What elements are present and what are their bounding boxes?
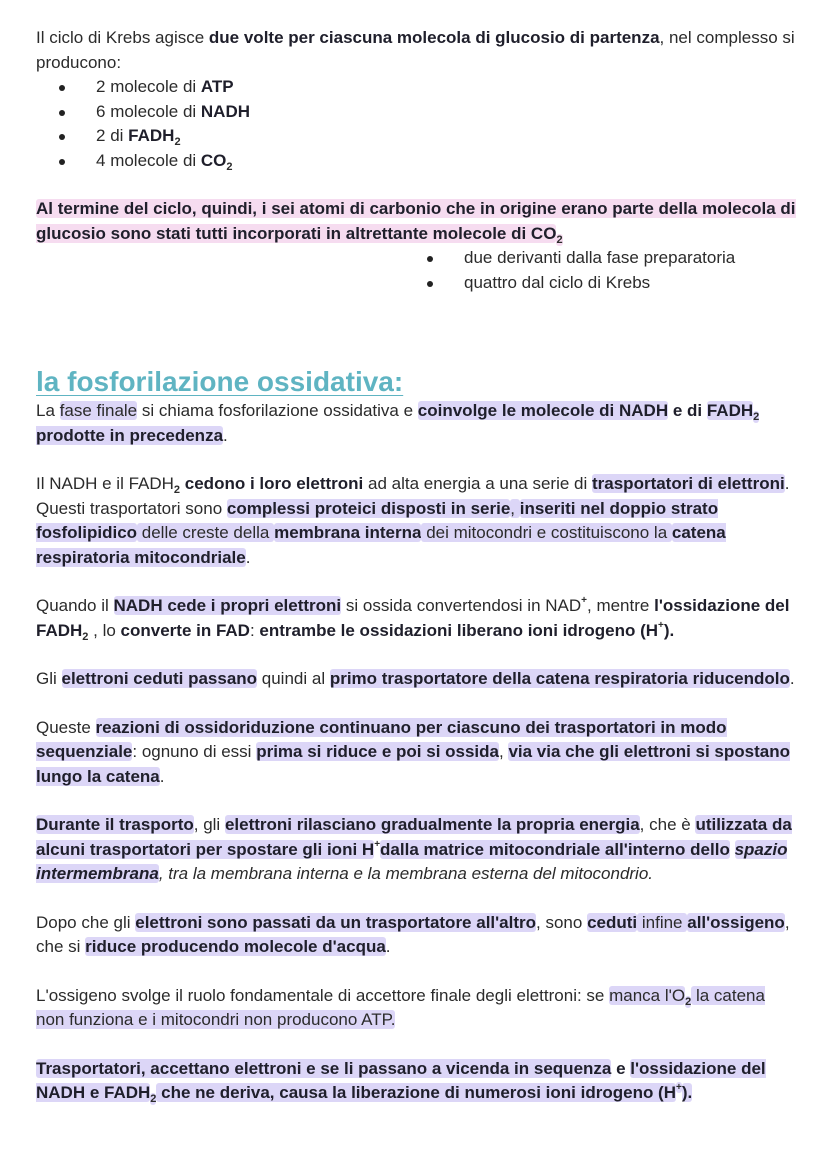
section-heading: la fosforilazione ossidativa: xyxy=(36,366,404,397)
paragraph-elettroni-ceduti: Gli elettroni ceduti passano quindi al primo trasportatore della catena respiratoria riducendolo. xyxy=(36,669,795,688)
termine-paragraph: Al termine del ciclo, quindi, i sei atomi di carbonio che in origine erano parte della molecola di glucosio sono stati tutti incorporati in altrettante molecole di $CO_2$ xyxy=(36,199,796,246)
text: Il ciclo di Krebs agisce xyxy=(36,28,209,47)
list-item: 2 di $FADH_2$ xyxy=(36,124,796,149)
list-item: 4 molecole di $CO_2$ xyxy=(36,149,796,174)
list-item: due derivanti dalla fase preparatoria xyxy=(464,246,796,271)
text: , nel complesso si producono: xyxy=(36,28,795,72)
paragraph-fase-finale: La fase finale si chiama fosforilazione ossidativa e coinvolge le molecole di NADH e di $FADH_2$ prodotte in precedenza. xyxy=(36,401,760,445)
paragraph-ossigeno: Dopo che gli elettroni sono passati da un trasportatore all'altro, sono ceduti infine all'ossigeno, che si riduce producendo molecole d'acqua. xyxy=(36,912,790,956)
krebs-intro xyxy=(36,26,796,75)
list-item: 6 molecole di NADH xyxy=(36,100,796,125)
paragraph-ossidoriduzione: Queste reazioni di ossidoriduzione continuano per ciascuno dei trasportatori in modo sequenziale: ognuno di essi prima si riduce e poi si ossida, via via che gli elettroni si spostano lungo la catena. xyxy=(36,717,790,786)
paragraph-trasporto: Durante il trasporto, gli elettroni rilasciano gradualmente la propria energia, che è utilizzata da alcuni trasportatori per spostare gli ioni H+dalla matrice mitocondriale all'interno dello spazio intermembrana, tra la membrana interna e la membrana esterna del mitocondrio. xyxy=(36,815,792,883)
paragraph-trasportatori: Il NADH e il $FADH_2$ cedono i loro elettroni ad alta energia a una serie di trasportatori di elettroni. Questi trasportatori sono complessi proteici disposti in serie, inseriti nel doppio strato fosfolipidico delle creste della membrana interna dei mitocondri e costituiscono la catena respiratoria mitocondriale. xyxy=(36,474,790,567)
bold-text: due volte per ciascuna molecola di glucosio di partenza xyxy=(208,28,660,47)
document-page xyxy=(36,26,796,1106)
paragraph-accettore: L'ossigeno svolge il ruolo fondamentale di accettore finale degli elettroni: se manca $l'O_2$ la catena non funziona e i mitocondri non producono ATP. xyxy=(36,985,765,1029)
list-item: 2 molecole di ATP xyxy=(36,75,796,100)
paragraph-ossidazione: Quando il NADH cede i propri elettroni si ossida convertendosi in NAD+, mentre l'ossidazione del $FADH_2$ , lo converte in FAD: entrambe le ossidazioni liberano ioni idrogeno (H+). xyxy=(36,595,790,643)
paragraph-conclusione: Trasportatori, accettano elettroni e se li passano a vicenda in sequenza e l'ossidazione del NADH e $FADH_2$ che ne deriva, causa la liberazione di numerosi ioni idrogeno (H+). xyxy=(36,1058,766,1105)
co2-origin-list xyxy=(464,246,796,295)
list-item: quattro dal ciclo di Krebs xyxy=(464,271,796,296)
krebs-products-list xyxy=(36,75,796,173)
